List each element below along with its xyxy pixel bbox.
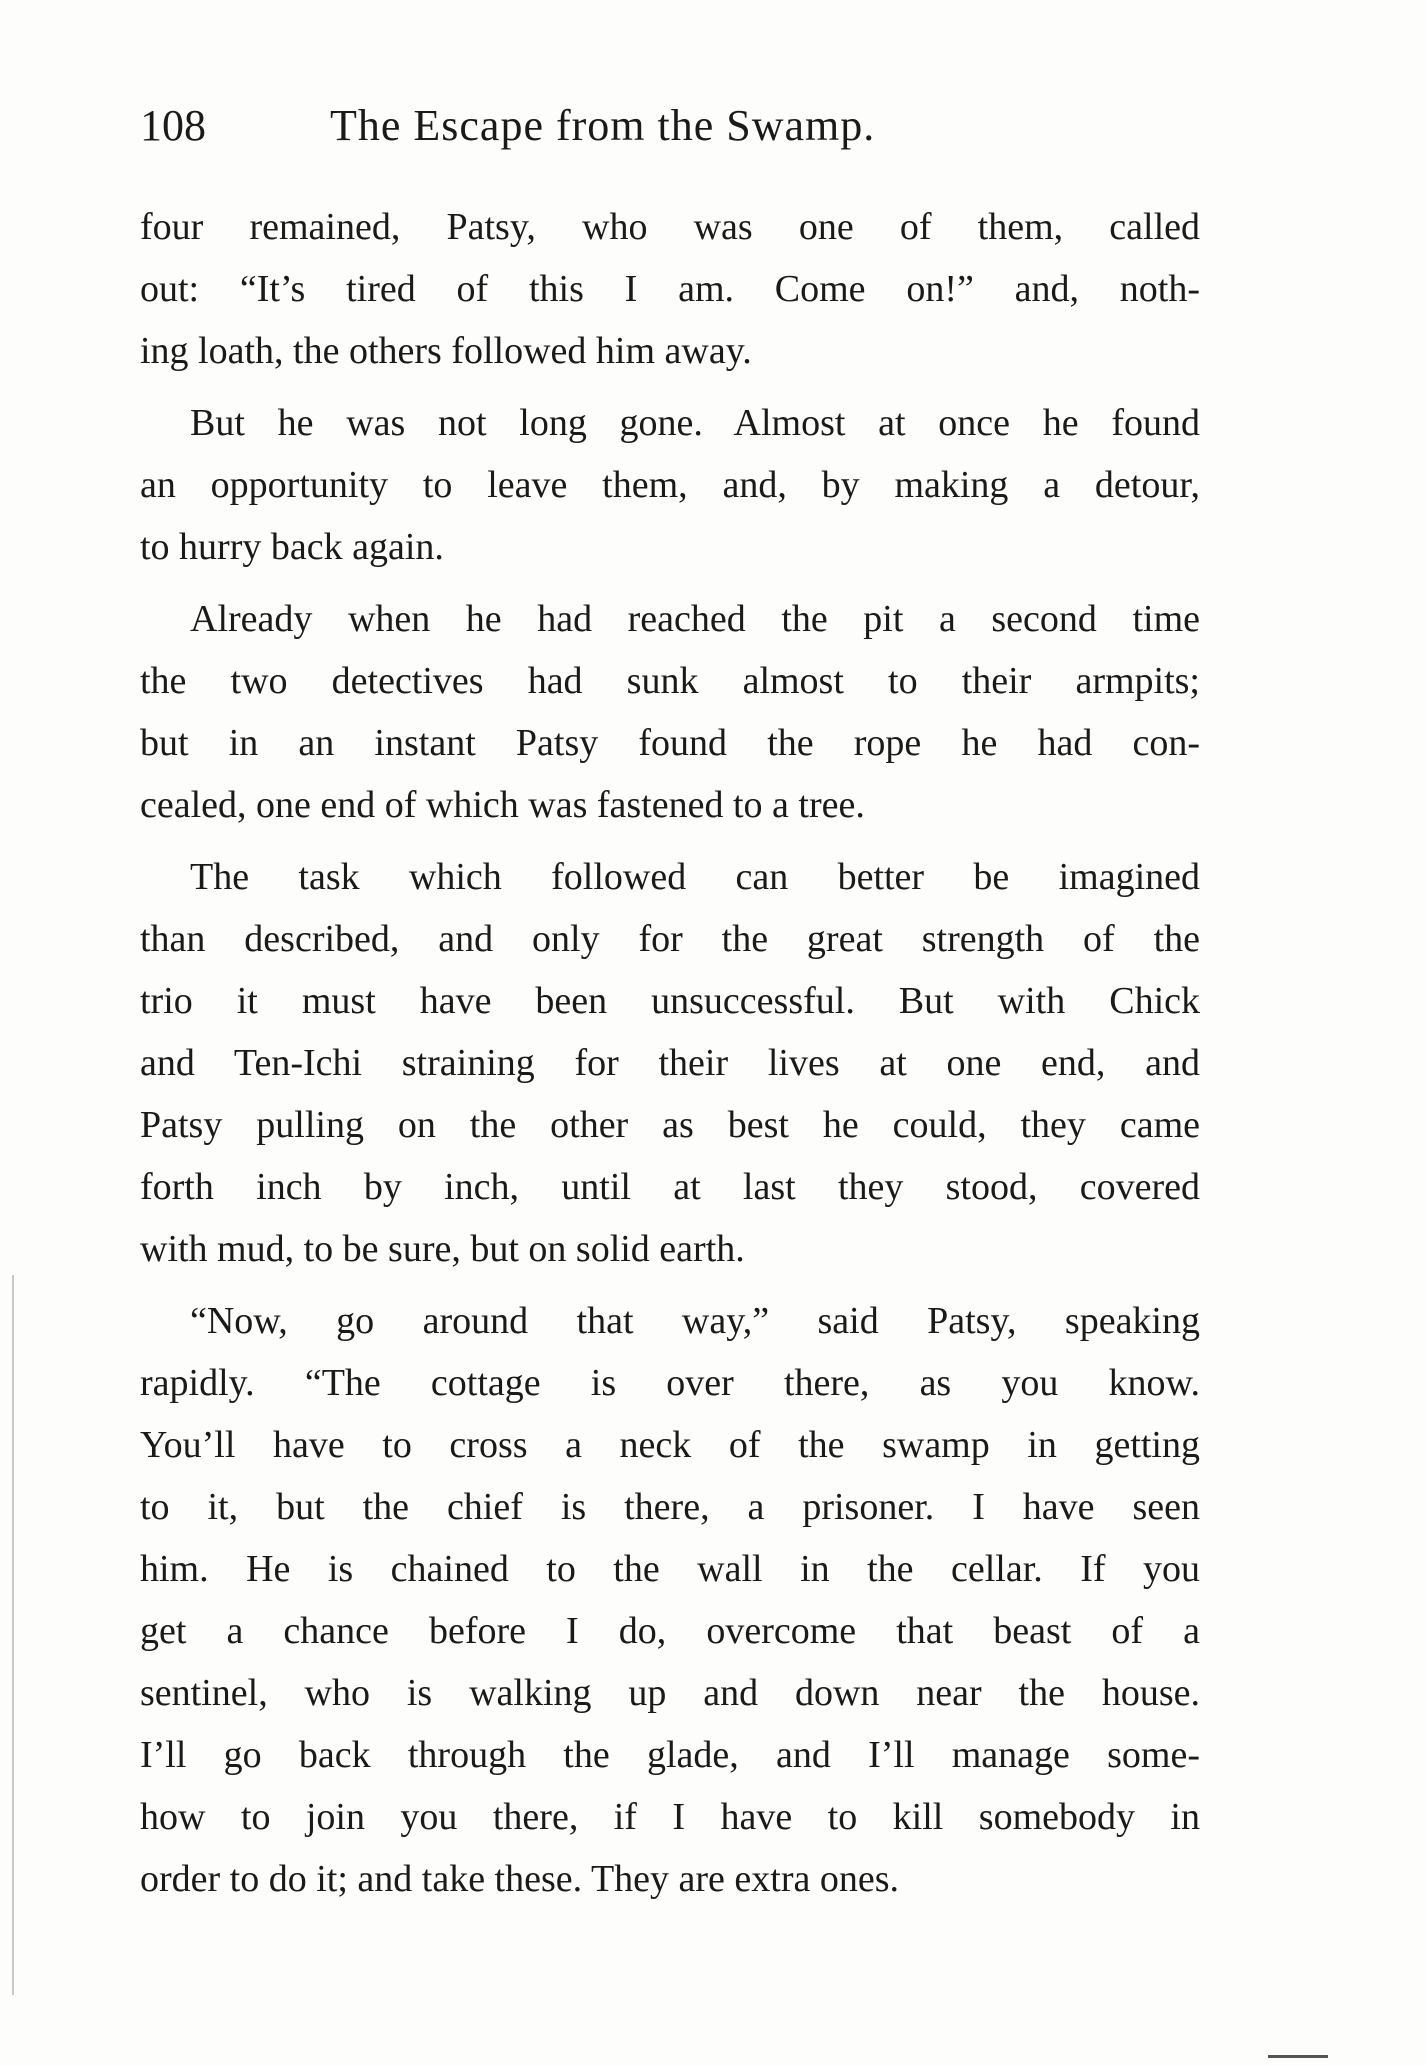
text-line: and Ten-Ichi straining for their lives at one end, and	[140, 1042, 1200, 1084]
paragraph-gap	[140, 382, 1200, 392]
text-line: get a chance before I do, overcome that beast of a	[140, 1610, 1200, 1652]
bottom-mark	[1268, 2055, 1328, 2058]
text-line: Patsy pulling on the other as best he could, they came	[140, 1104, 1200, 1146]
page-number: 108	[140, 101, 206, 150]
paragraph	[140, 846, 1200, 1280]
paragraph-gap	[140, 836, 1200, 846]
text-line: an opportunity to leave them, and, by making a detour,	[140, 464, 1200, 506]
text-line: how to join you there, if I have to kill somebody in	[140, 1796, 1200, 1838]
text-line: The task which followed can better be imagined	[190, 856, 1200, 898]
text-line: but in an instant Patsy found the rope he had con-	[140, 722, 1200, 764]
paragraph	[140, 392, 1200, 578]
text-line: four remained, Patsy, who was one of them, called	[140, 206, 1200, 248]
paragraph-gap	[140, 578, 1200, 588]
text-line: order to do it; and take these. They are extra ones.	[140, 1858, 900, 1900]
text-line: But he was not long gone. Almost at once he found	[190, 402, 1200, 444]
body-text	[140, 196, 1200, 1910]
text-line: to it, but the chief is there, a prisoner. I have seen	[140, 1486, 1200, 1528]
text-line: cealed, one end of which was fastened to a tree.	[140, 784, 865, 826]
text-line: I’ll go back through the glade, and I’ll manage some-	[140, 1734, 1200, 1776]
paragraph	[140, 588, 1200, 836]
paragraph-gap	[140, 1280, 1200, 1290]
running-title: The Escape from the Swamp.	[330, 101, 876, 150]
paragraph	[140, 196, 1200, 382]
text-line: ing loath, the others followed him away.	[140, 330, 752, 372]
text-line: rapidly. “The cottage is over there, as you know.	[140, 1362, 1200, 1404]
paragraph	[140, 1290, 1200, 1910]
text-line: “Now, go around that way,” said Patsy, speaking	[190, 1300, 1200, 1342]
text-line: trio it must have been unsuccessful. But with Chick	[140, 980, 1200, 1022]
text-line: You’ll have to cross a neck of the swamp in getting	[140, 1424, 1200, 1466]
text-line: sentinel, who is walking up and down near the house.	[140, 1672, 1200, 1714]
text-line: to hurry back again.	[140, 526, 444, 568]
text-line: with mud, to be sure, but on solid earth.	[140, 1228, 745, 1270]
text-line: forth inch by inch, until at last they stood, covered	[140, 1166, 1200, 1208]
text-line: out: “It’s tired of this I am. Come on!” and, noth-	[140, 268, 1200, 310]
margin-rule	[12, 1275, 14, 1995]
text-line: him. He is chained to the wall in the cellar. If you	[140, 1548, 1200, 1590]
text-line: than described, and only for the great strength of the	[140, 918, 1200, 960]
text-line: Already when he had reached the pit a second time	[190, 598, 1200, 640]
text-line: the two detectives had sunk almost to their armpits;	[140, 660, 1200, 702]
running-head	[140, 96, 1200, 156]
